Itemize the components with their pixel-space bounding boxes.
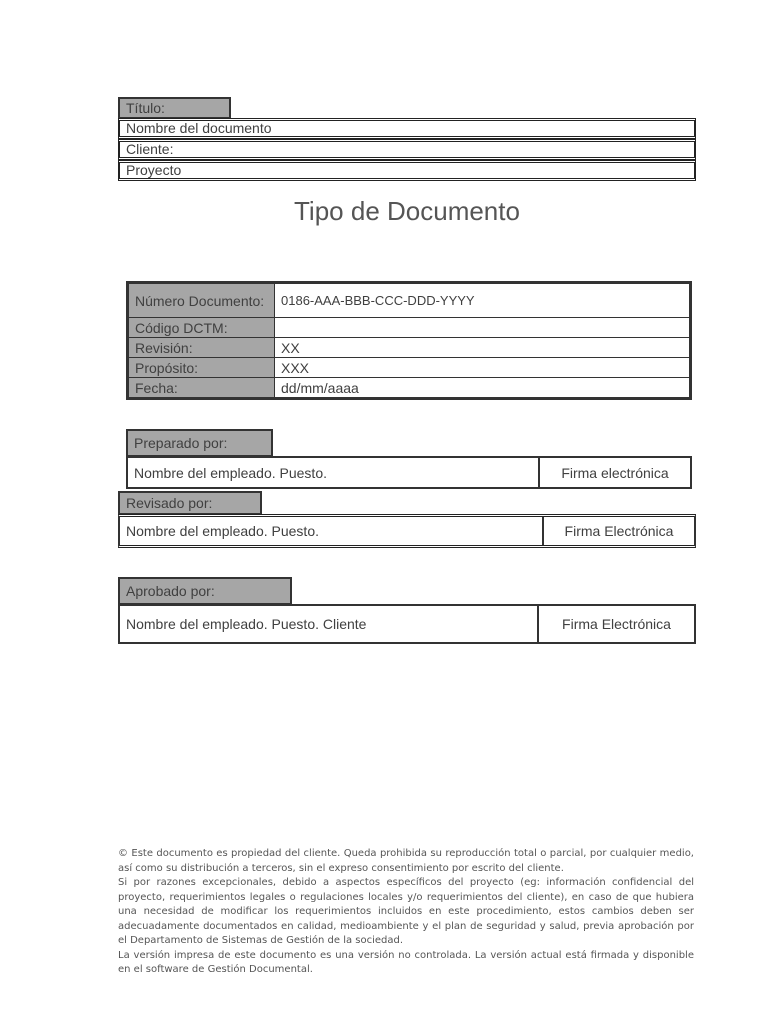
approved-by-row	[118, 604, 696, 644]
info-value-revision: XX	[275, 338, 690, 358]
info-value-number: 0186-AAA-BBB-CCC-DDD-YYYY	[275, 284, 690, 318]
footer-version-note: La versión impresa de este documento es una versión no controlada. La versión actual está firmada y disponible en el software de Gestión Documental.	[118, 949, 694, 975]
prepared-by-label: Preparado por:	[126, 429, 273, 457]
prepared-by-name: Nombre del empleado. Puesto.	[128, 458, 540, 487]
prepared-by-signature: Firma electrónica	[561, 464, 669, 481]
project-name: Proyecto	[126, 162, 182, 178]
info-value-dctm	[275, 318, 690, 338]
title-label: Título:	[118, 97, 231, 119]
document-info-table	[126, 281, 692, 400]
legal-footer	[118, 847, 694, 978]
document-name-field	[118, 118, 696, 139]
reviewed-by-name: Nombre del empleado. Puesto.	[120, 517, 544, 545]
info-key-date: Fecha:	[129, 378, 275, 398]
document-name: Nombre del documento	[126, 120, 272, 136]
prepared-by-row	[126, 456, 692, 489]
client-field	[118, 139, 696, 160]
reviewed-by-label: Revisado por:	[118, 491, 262, 515]
table-row	[129, 284, 690, 318]
info-key-revision: Revisión:	[129, 338, 275, 358]
table-row	[129, 338, 690, 358]
approved-by-signature: Firma Electrónica	[562, 616, 671, 632]
footer-exceptions: Si por razones excepcionales, debido a aspectos específicos del proyecto (eg: información confidencial del proyecto, requerimientos legales o regulaciones locales y/o requerimientos del cliente), en caso de que hubiera una necesidad de modificar los requerimientos incluidos en este procedimiento, estos cambios deben ser adecuadamente documentados en calidad, medioambiente y el plan de seguridad y salud, previa aprobación por el Departamento de Sistemas de Gestión de la sociedad.	[118, 877, 694, 946]
document-type-title: Tipo de Documento	[294, 196, 520, 226]
table-row	[129, 318, 690, 338]
project-field	[118, 160, 696, 181]
reviewed-by-signature: Firma Electrónica	[564, 523, 674, 539]
approved-by-label: Aprobado por:	[118, 577, 292, 605]
info-key-number: Número Documento:	[129, 284, 275, 318]
approved-by-name: Nombre del empleado. Puesto. Cliente	[120, 606, 539, 642]
info-value-date: dd/mm/aaaa	[275, 378, 690, 398]
table-row	[129, 378, 690, 398]
reviewed-by-row	[118, 514, 696, 548]
footer-copyright: © Este documento es propiedad del cliente. Queda prohibida su reproducción total o parcial, por cualquier medio, así como su distribución a terceros, sin el expreso consentimiento por escrito del cliente.	[118, 848, 694, 874]
client-label: Cliente:	[126, 141, 174, 157]
info-key-purpose: Propósito:	[129, 358, 275, 378]
info-value-purpose: XXX	[275, 358, 690, 378]
table-row	[129, 358, 690, 378]
info-key-dctm: Código DCTM:	[129, 318, 275, 338]
